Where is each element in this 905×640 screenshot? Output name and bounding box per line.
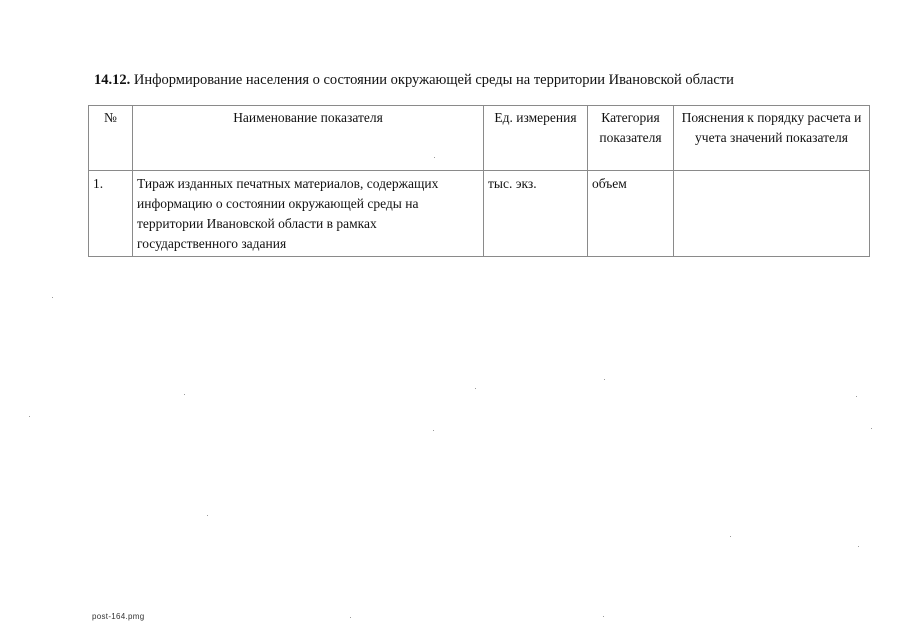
header-category: Категория показателя: [588, 106, 674, 171]
section-heading: [94, 71, 734, 89]
scan-speck: [871, 428, 872, 429]
row-name-cell: Тираж изданных печатных материалов, содержащих информацию о состоянии окружающей среды на территории Ивановской области в рамках государственного задания: [133, 171, 484, 257]
header-number: №: [89, 106, 133, 171]
scan-speck: [603, 616, 604, 617]
scan-speck: [52, 297, 53, 298]
scan-speck: [730, 536, 731, 537]
row-notes-cell: [674, 171, 870, 257]
scan-speck: [29, 416, 30, 417]
scan-speck: [433, 430, 434, 431]
section-title: Информирование населения о состоянии окружающей среды на территории Ивановской области: [133, 72, 734, 88]
scan-speck: [858, 546, 859, 547]
table-row: [89, 171, 870, 257]
scan-speck: [207, 515, 208, 516]
section-number: 14.12.: [94, 72, 131, 88]
scan-speck: [856, 396, 857, 397]
scan-speck: [350, 617, 351, 618]
header-unit: Ед. измерения: [484, 106, 588, 171]
table-header-row: [89, 106, 870, 171]
row-number-cell: 1.: [89, 171, 133, 257]
footer-file-mark: post-164.pmg: [92, 612, 145, 621]
scan-speck: [434, 157, 435, 158]
scan-speck: [184, 394, 185, 395]
header-notes: Пояснения к порядку расчета и учета значений показателя: [674, 106, 870, 171]
indicators-table: [88, 105, 870, 257]
scan-speck: [604, 379, 605, 380]
row-category-cell: объем: [588, 171, 674, 257]
row-unit-cell: тыс. экз.: [484, 171, 588, 257]
header-indicator-name: Наименование показателя: [133, 106, 484, 171]
scan-speck: [475, 388, 476, 389]
